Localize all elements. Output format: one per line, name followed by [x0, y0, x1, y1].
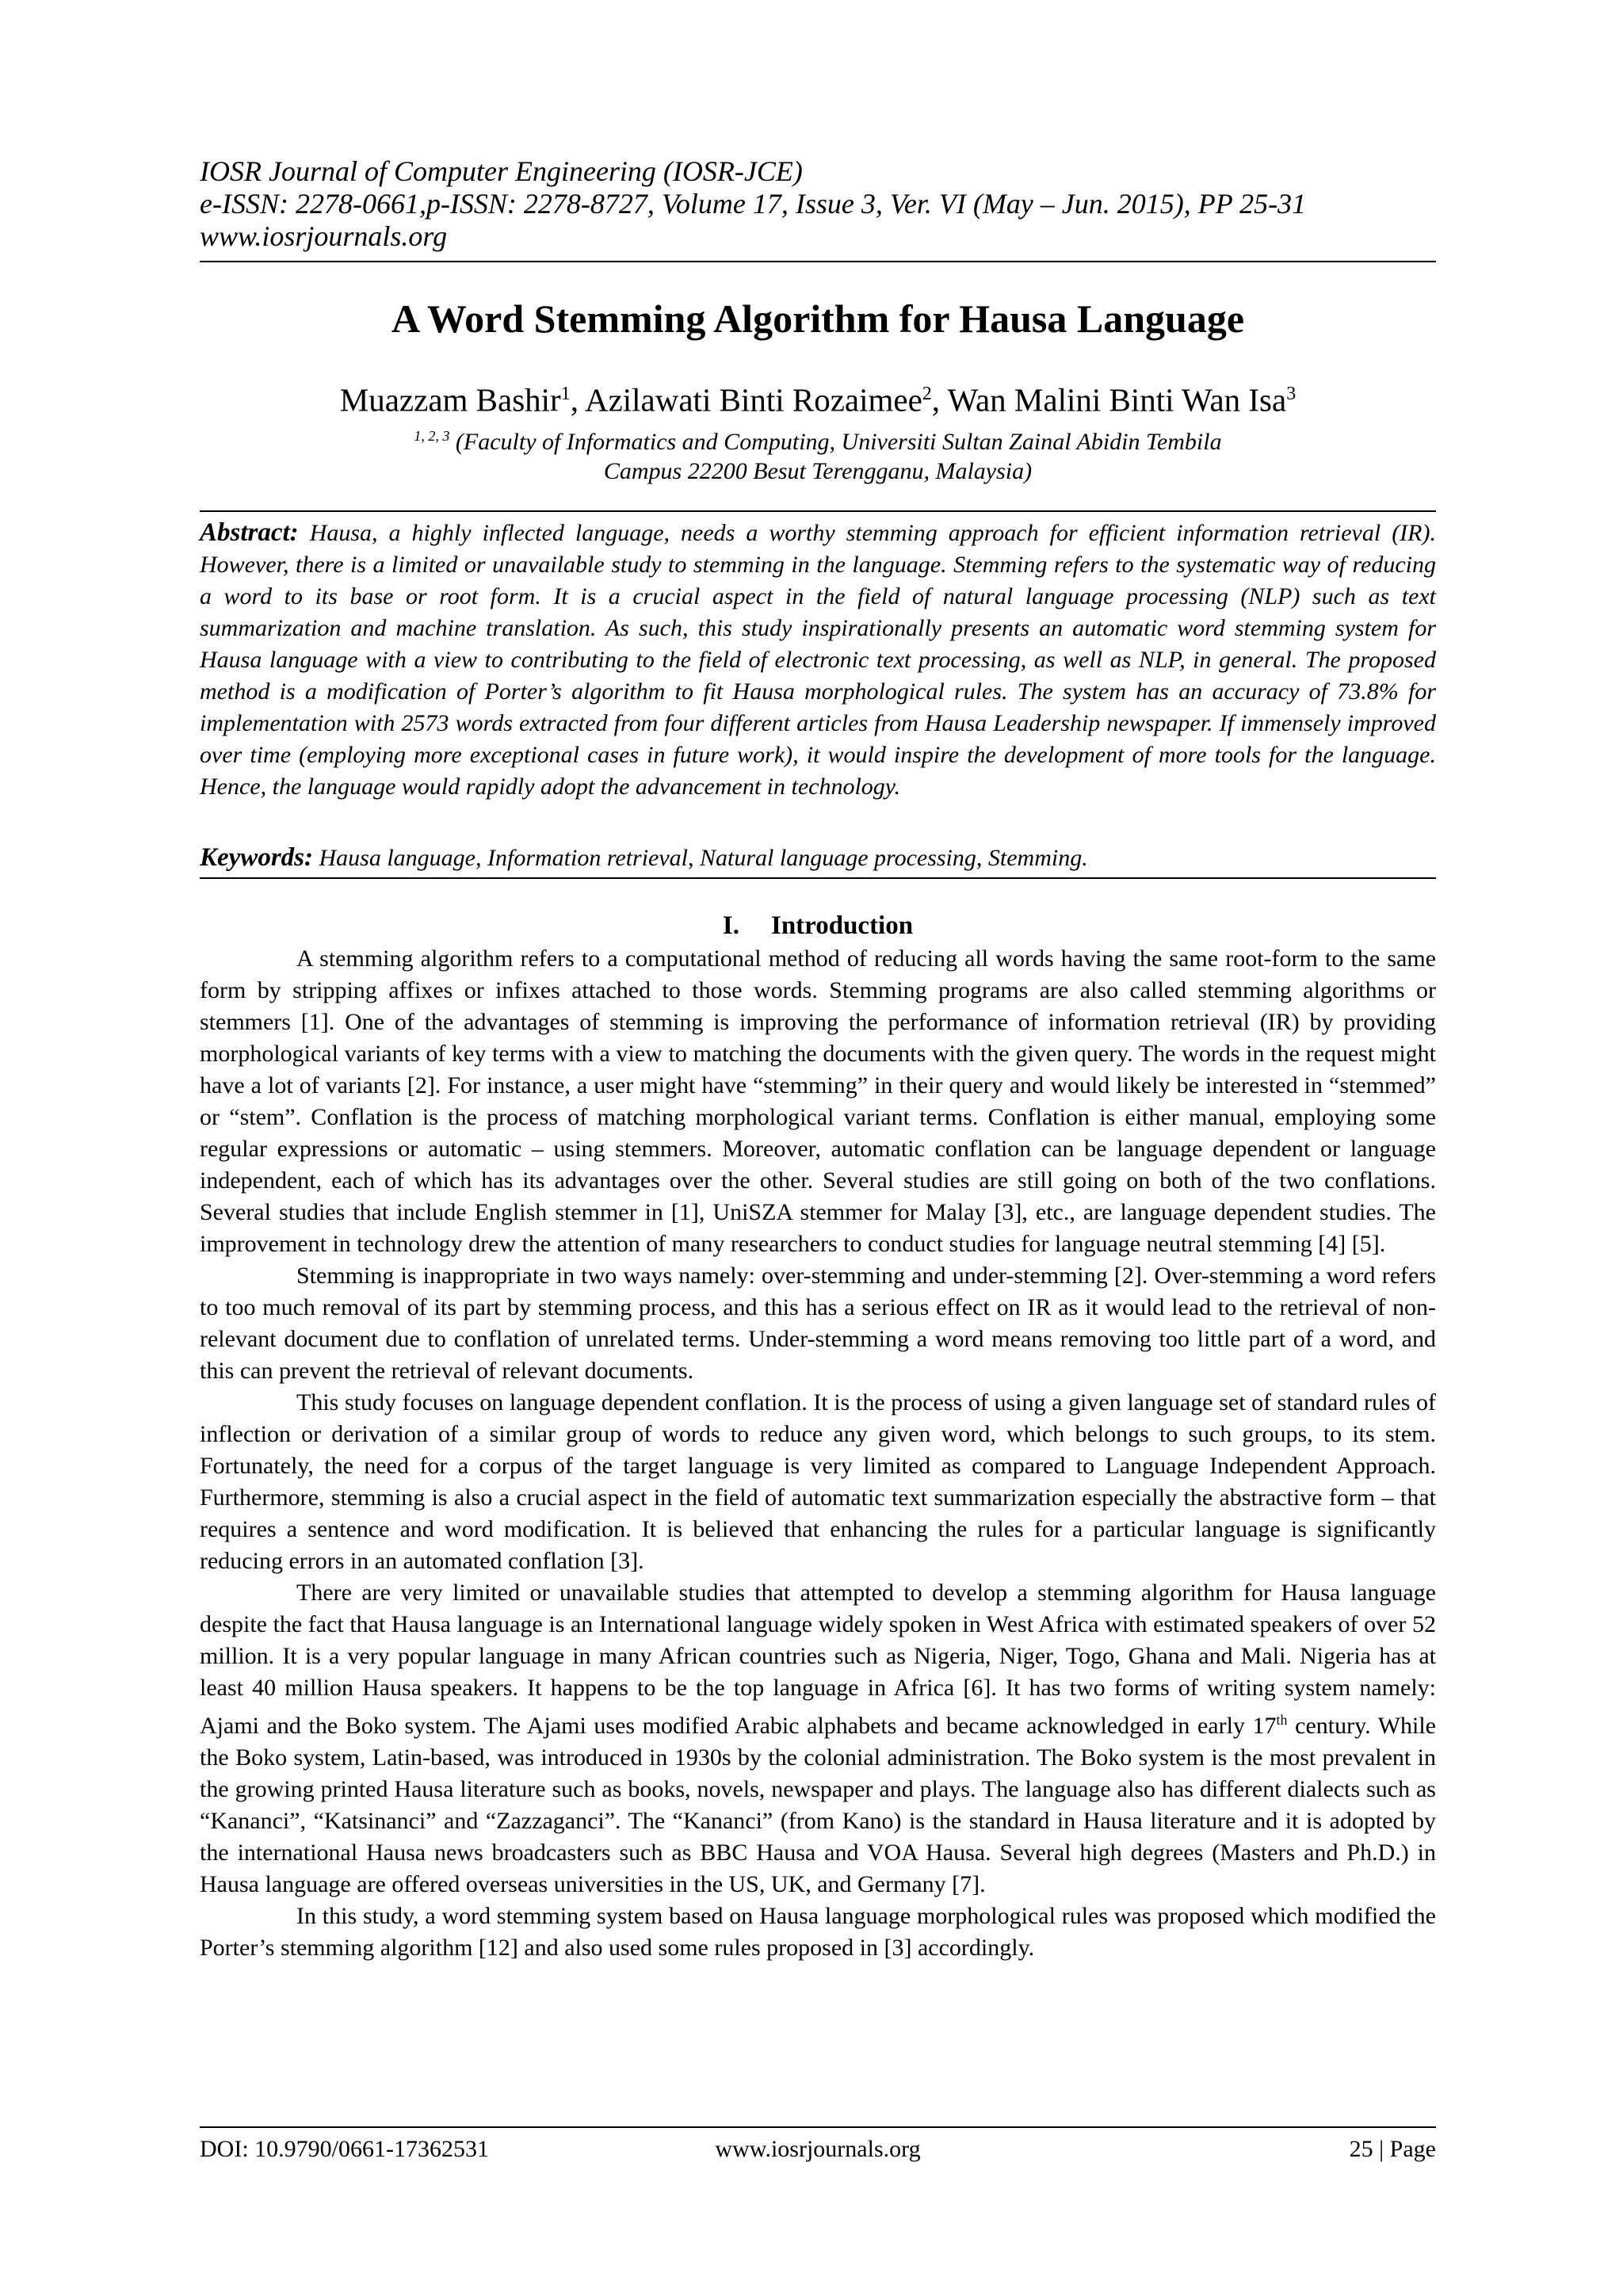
affiliation [200, 422, 1436, 486]
author-name: Wan Malini Binti Wan Isa [947, 381, 1287, 418]
abstract-top-rule [200, 510, 1436, 512]
journal-website: www.iosrjournals.org [200, 220, 448, 252]
paragraph-text: There are very limited or unavailable studies that attempted to develop a stemming algorithm for Hausa language despite the fact that Hausa language is an International language widely spoken in West Africa with estimated speakers of over 52 million. It is a very popular language in many African countries such as Nigeria, Niger, Togo, Ghana and Mali. Nigeria has at least 40 million Hausa speakers. It happens to be the top language in Africa [6]. It has two forms of writing system namely: Ajami and the Boko system. The Ajami uses modified Arabic alphabets and became acknowledged in early 17 [200, 1580, 1436, 1739]
affiliation-line: Campus 22200 Besut Terengganu, Malaysia) [603, 458, 1033, 484]
footer-doi: DOI: 10.9790/0661-17362531 [200, 2136, 489, 2162]
keywords-text: Hausa language, Information retrieval, Natural language processing, Stemming. [313, 845, 1088, 871]
ordinal-suffix: th [1276, 1712, 1288, 1728]
journal-name: IOSR Journal of Computer Engineering (IOSR-JCE) [200, 155, 803, 187]
footer-website: www.iosrjournals.org [715, 2136, 921, 2162]
author-name: Muazzam Bashir [339, 381, 561, 418]
author-separator: , [570, 381, 585, 418]
page-number: 25 | Page [1349, 2136, 1436, 2162]
section-title: Introduction [770, 911, 914, 940]
paper-page [200, 0, 1436, 2296]
header-rule [200, 261, 1436, 262]
author-separator: , [931, 381, 948, 418]
author-affiliation-mark: 3 [1286, 384, 1296, 404]
section-number: I. [722, 911, 739, 940]
paragraph: This study focuses on language dependent conflation. It is the process of using a given language set of standard rules of inflection or derivation of a similar group of words to reduce any given word, which belongs to such groups, to its stem. Fortunately, the need for a corpus of the target language is very limited as compared to Language Independent Approach. Furthermore, stemming is also a crucial aspect in the field of automatic text summarization especially the abstractive form – that requires a sentence and word modification. It is believed that enhancing the rules for a particular language is significantly reducing errors in an automated conflation [3]. [200, 1389, 1436, 1574]
paragraph-text: century. While the Boko system, Latin-based, was introduced in 1930s by the colonial administration. The Boko system is the most prevalent in the growing printed Hausa literature such as books, novels, newspaper and plays. The language also has different dialects such as “Kananci”, “Katsinanci” and “Zazzaganci”. The “Kananci” (from Kano) is the standard in Hausa literature and it is adopted by the international Hausa news broadcasters such as BBC Hausa and VOA Hausa. Several high degrees (Masters and Ph.D.) in Hausa language are offered overseas universities in the US, UK, and Germany [7]. [200, 1713, 1436, 1897]
paragraph [200, 1577, 1436, 1901]
author-name: Azilawati Binti Rozaimee [584, 381, 922, 418]
keywords-label: Keywords: [200, 843, 313, 872]
author-affiliation-mark: 1 [560, 384, 571, 404]
journal-header [200, 155, 1436, 253]
paragraph: Stemming is inappropriate in two ways namely: over-stemming and under-stemming [2]. Over-stemming a word refers to too much removal of its part by stemming process, and this has a serious effect on IR as it would lead to the retrieval of non-relevant document due to conflation of unrelated terms. Under-stemming a word means removing too little part of a word, and this can prevent the retrieval of relevant documents. [200, 1263, 1436, 1384]
paragraph: In this study, a word stemming system based on Hausa language morphological rules was proposed which modified the Porter’s stemming algorithm [12] and also used some rules proposed in [3] accordingly. [200, 1903, 1436, 1961]
author-affiliation-mark: 2 [922, 384, 932, 404]
paragraph: A stemming algorithm refers to a computational method of reducing all words having the same root-form to the same form by stripping affixes or infixes attached to those words. Stemming programs are also called stemming algorithms or stemmers [1]. One of the advantages of stemming is improving the performance of information retrieval (IR) by providing morphological variants of key terms with a view to matching the documents with the given query. The words in the request might have a lot of variants [2]. For instance, a user might have “stemming” in their query and would likely be interested in “stemmed” or “stem”. Conflation is the process of matching morphological variant terms. Conflation is either manual, employing some regular expressions or automatic – using stemmers. Moreover, automatic conflation can be language dependent or language independent, each of which has its advantages over the other. Several studies are still going on both of the two conflations. Several studies that include English stemmer in [1], UniSZA stemmer for Malay [3], etc., are language dependent studies. The improvement in technology drew the attention of many researchers to conduct studies for language neutral stemming [4] [5]. [200, 946, 1436, 1257]
abstract-text: Hausa, a highly inflected language, needs a worthy stemming approach for efficient information retrieval (IR). However, there is a limited or unavailable study to stemming in the language. Stemming refers to the systematic way of reducing a word to its base or root form. It is a crucial aspect in the field of natural language processing (NLP) such as text summarization and machine translation. As such, this study inspirationally presents an automatic word stemming system for Hausa language with a view to contributing to the field of electronic text processing, as well as NLP, in general. The proposed method is a modification of Porter’s algorithm to fit Hausa morphological rules. The system has an accuracy of 73.8% for implementation with 2573 words extracted from four different articles from Hausa Leadership newspaper. If immensely improved over time (employing more exceptional cases in future work), it would inspire the development of more tools for the language. Hence, the language would rapidly adopt the advancement in technology. [200, 520, 1436, 800]
abstract-label: Abstract: [200, 518, 299, 547]
abstract [200, 517, 1436, 803]
abstract-bottom-rule [200, 877, 1436, 879]
section-heading [200, 910, 1436, 942]
paper-title: A Word Stemming Algorithm for Hausa Language [391, 296, 1245, 341]
footer-rule [200, 2126, 1436, 2128]
affiliation-line [200, 422, 1436, 457]
affiliation-mark: 1, 2, 3 [414, 428, 450, 444]
journal-issn-volume: e-ISSN: 2278-0661,p-ISSN: 2278-8727, Volume 17, Issue 3, Ver. VI (May – Jun. 2015), PP 25-31 [200, 188, 1307, 220]
page-footer [200, 2134, 1436, 2165]
section-body [200, 943, 1436, 1964]
keywords [200, 842, 1436, 874]
affiliation-text: (Faculty of Informatics and Computing, Universiti Sultan Zainal Abidin Tembila [449, 429, 1222, 455]
author-list [200, 374, 1436, 420]
